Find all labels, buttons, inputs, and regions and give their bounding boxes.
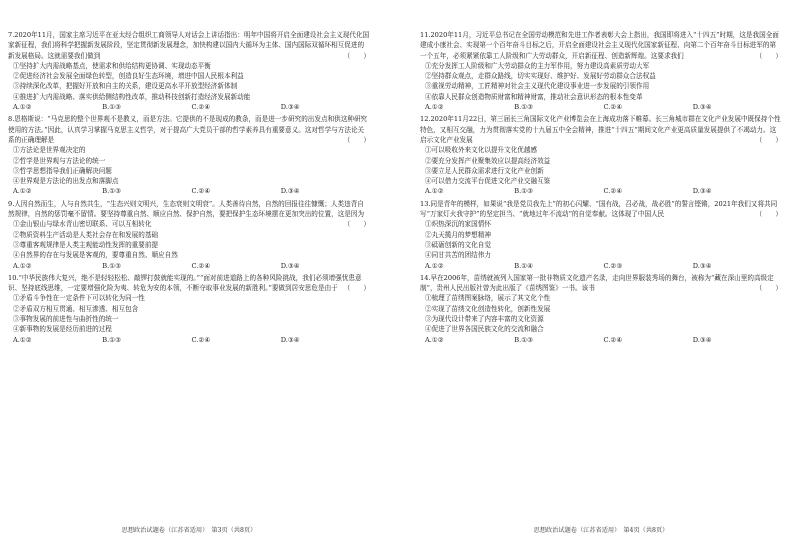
choice-b: B.①④ <box>514 261 534 270</box>
choice-b: B.①③ <box>514 335 534 344</box>
option: ②要充分发挥产业聚集效应以提高经济效益 <box>425 156 551 165</box>
question-stem: 13.同是青年的模样，如果说“我是党员我先上”的初心闪耀、“国有战，召必战，战必胜”的誓言铿锵，2021年我们又将共同写“万家灯火我守护”的坚定担当、“就地过年不流动”的自觉奉献。这体现了中国人民 （ ） <box>420 199 782 219</box>
choice-c: C.②④ <box>191 261 211 270</box>
option: ②丸天揽月的梦想精神 <box>425 230 491 239</box>
choice-a: A.①② <box>13 103 32 112</box>
choice-a: A.①② <box>425 103 444 112</box>
choice-c: C.②③ <box>603 261 623 270</box>
question-14 <box>420 273 782 345</box>
choice-d: D.③④ <box>692 103 712 112</box>
choice-d: D.③④ <box>280 261 300 270</box>
answer-choices <box>420 261 782 271</box>
question-13 <box>420 199 782 271</box>
answer-choices <box>8 335 370 345</box>
choice-b: B.①③ <box>102 335 122 344</box>
option: ③持续深化改革，把握好开放和自主的关系，建设更高水平开放型经济新体制 <box>13 82 238 91</box>
question-9 <box>8 199 370 271</box>
option: ③为现代设计带来了内容丰富的文化资源 <box>425 315 544 324</box>
choice-c: C.②④ <box>191 335 211 344</box>
choice-c: C.②④ <box>191 103 211 112</box>
choice-b: B.①③ <box>102 187 122 196</box>
option: ④依靠人民群众创造物质财富和精神财富，推动社会意识形态的根本性变革 <box>425 92 643 101</box>
answer-choices <box>420 186 782 196</box>
choice-a: A.①② <box>13 261 32 270</box>
option: ②实现了苗绣文化创造性转化，创新性发展 <box>425 304 551 313</box>
choice-b: B.①③ <box>514 187 534 196</box>
choice-b: B.①③ <box>514 103 534 112</box>
question-7 <box>8 30 370 112</box>
choice-c: C.②④ <box>603 335 623 344</box>
option: ④新事物的发展是经历前进的过程 <box>13 325 112 334</box>
option: ②坚持群众观点，走群众路线，切实实现好、维护好、发展好劳动群众合法权益 <box>425 72 656 81</box>
option: ②矛盾双方相互贯通、相互渗透、相互包含 <box>13 304 139 313</box>
page-footer-right: 思想政治试题卷（江苏省适用） 第4页（共8页） <box>533 527 669 534</box>
question-stem: 9.人因自然而生，人与自然共生，“生态兴则文明兴，生态衰则文明衰”。人类善待自然，自然的回报往往慷慨；人类违背自然规律，自然的惩罚毫不留情。要坚持尊重自然、顺应自然、保护自然，要把保护生态环境摆在更加突出的位置，这是因为 （ ） <box>8 199 370 229</box>
option: ③尊重客观规律是人类主观能动性发挥的重要前提 <box>13 240 159 249</box>
answer-bracket: （ ） <box>343 51 370 60</box>
question-stem: 10.“中华民族伟大复兴，绝不是轻轻松松、敲锣打鼓就能实现的。”“面对前进道路上的各种风险挑战，我们必须增强忧患意识、坚持底线思维，一定要增强化险为夷、转危为安的本领，不断夺取事业发展的新胜利。”要做到居安思危是由于 （ ） <box>8 273 370 293</box>
option: ①矛盾斗争性在一定条件下可以转化为同一性 <box>13 294 145 303</box>
answer-choices <box>8 102 370 112</box>
option: ①充分发挥工人阶级和广大劳动群众的主力军作用，努力建设高素质劳动大军 <box>425 61 650 70</box>
answer-choices <box>8 261 370 271</box>
option: ③事物发展的前进性与曲折性的统一 <box>13 315 119 324</box>
question-stem: 7.2020年11月，国家主席习近平在亚太经合组织工商领导人对话会上讲话指出：明年中国将开启全面建设社会主义现代化国家新征程，我们将科学把握新发展阶段，坚定贯彻新发展理念，加快构建以国内大循环为主体、国内国际双循环相互促进的新发展格局。这就需要我们做到 （ ） <box>8 31 370 60</box>
option: ①金山银山与绿水青山密切联系、可以互相转化 <box>13 220 152 229</box>
option: ④可以借力交流平台促进文化产业交融互鉴 <box>425 177 551 186</box>
option: ①炽热深沉的家国情怀 <box>425 220 491 229</box>
answer-bracket: （ ） <box>755 210 782 219</box>
option: ②哲学是世界观与方法论的统一 <box>13 156 106 165</box>
choice-a: A.①② <box>13 335 32 344</box>
option: ④推进扩大内需战略、落实供给侧结构性改革，推动科技创新打造经济发展新动能 <box>13 92 251 101</box>
option: ①坚持扩大内需战略基点，使需求和供给结构更协调、实现动态平衡 <box>13 61 211 70</box>
choice-a: A.①② <box>425 187 444 196</box>
choice-d: D.③④ <box>692 335 712 344</box>
option: ③要立足人民群众需求进行文化产业创新 <box>425 166 544 175</box>
choice-a: A.①② <box>425 335 444 344</box>
answer-bracket: （ ） <box>755 135 782 144</box>
option: ④促进了世界各国民族文化的交流和融合 <box>425 325 544 334</box>
option: ②物质资料生产活动是人类社会存在和发展的基础 <box>13 230 159 239</box>
choice-b: B.①③ <box>102 103 122 112</box>
answer-bracket: （ ） <box>755 51 782 60</box>
question-stem: 11.2020年11月，习近平总书记在全国劳动模范和先进工作者表彰大会上指出，我国即将进入“十四五”时期，这是我国全面建成小康社会、实现第一个百年奋斗目标之后，开启全面建设社会主义现代化国家新征程、向第二个百年奋斗目标进军的第一个五年，必须紧紧依靠工人阶级和广大劳动群众，开启新征程、创造新辉煌。这要求我们 （ ） <box>420 31 782 60</box>
choice-d: D.③④ <box>692 261 712 270</box>
right-page <box>420 30 782 347</box>
answer-bracket: （ ） <box>343 284 370 293</box>
answer-bracket: （ ） <box>343 220 370 229</box>
choice-c: C.②④ <box>191 187 211 196</box>
choice-b: B.①③ <box>102 261 122 270</box>
answer-bracket: （ ） <box>755 284 782 293</box>
choice-d: D.③④ <box>280 187 300 196</box>
question-10 <box>8 273 370 345</box>
choice-d: D.③④ <box>280 335 300 344</box>
question-12 <box>420 114 782 196</box>
answer-choices <box>420 102 782 112</box>
choice-d: D.③④ <box>280 103 300 112</box>
option: ③砥砺创新的文化自觉 <box>425 240 491 249</box>
answer-choices <box>8 186 370 196</box>
left-page <box>8 30 370 347</box>
question-stem: 12.2020年11月22日，第三届长三角国际文化产业博览会在上海成功落下帷幕。长三角城市群在文化产业发展中既保持个性特色，又相互交融，力为贯彻落实党的十九届五中全会精神，推进“十四五”期间文化产业更高质量发展提供了不竭动力。这启示文化产业发展 （ ） <box>420 115 782 144</box>
question-8 <box>8 114 370 196</box>
option: ①可以吸收外来文化以提升文化优越感 <box>425 146 538 155</box>
page-footer-left: 思想政治试题卷（江苏省适用） 第3页（共8页） <box>121 527 257 534</box>
question-stem: 14.早在2006年，苗绣就被列入国家第一批非物质文化遗产名录，走向世界服装秀场的舞台，被称为“藏在深山里的高级定制”，贵州人民出版社曾为此出版了《苗绣图鉴》一书。该书 （ ） <box>420 273 782 293</box>
choice-a: A.①② <box>425 261 444 270</box>
answer-choices <box>420 335 782 345</box>
option: ①方法论是世界观决定的 <box>13 146 86 155</box>
choice-c: C.②④ <box>603 103 623 112</box>
question-stem: 8.恩格斯说：“马克思的整个世界观不是教义，而是方法。它提供的不是现成的教条，而是进一步研究的出发点和供这种研究使用的方法。”因此，认真学习掌握马克思主义哲学，对于提高广大党员干部的哲学素养具有重要意义。这对哲学与方法论关系的正确理解是 （ ） <box>8 115 370 144</box>
option: ①梳理了苗绣图案脉络，展示了其文化个性 <box>425 294 551 303</box>
option: ④世界观是方法论的出发点和落脚点 <box>13 177 119 186</box>
option: ④同甘共苦的团结伟力 <box>425 251 491 260</box>
choice-d: D.③④ <box>692 187 712 196</box>
choice-a: A.①② <box>13 187 32 196</box>
choice-c: C.②④ <box>603 187 623 196</box>
option: ③哲学思想指导我们正确解决问题 <box>13 166 112 175</box>
question-11 <box>420 30 782 112</box>
option: ④自然界的存在与发展是客观的，要尊重自然、顺应自然 <box>13 251 178 260</box>
answer-bracket: （ ） <box>343 135 370 144</box>
option: ③重视劳动精神，工匠精神对社会主义现代化建设事业进一步发展的引领作用 <box>425 82 650 91</box>
option: ②促进经济社会发展全面绿色转型，创造良好生态环境，增进中国人民根本利益 <box>13 72 244 81</box>
